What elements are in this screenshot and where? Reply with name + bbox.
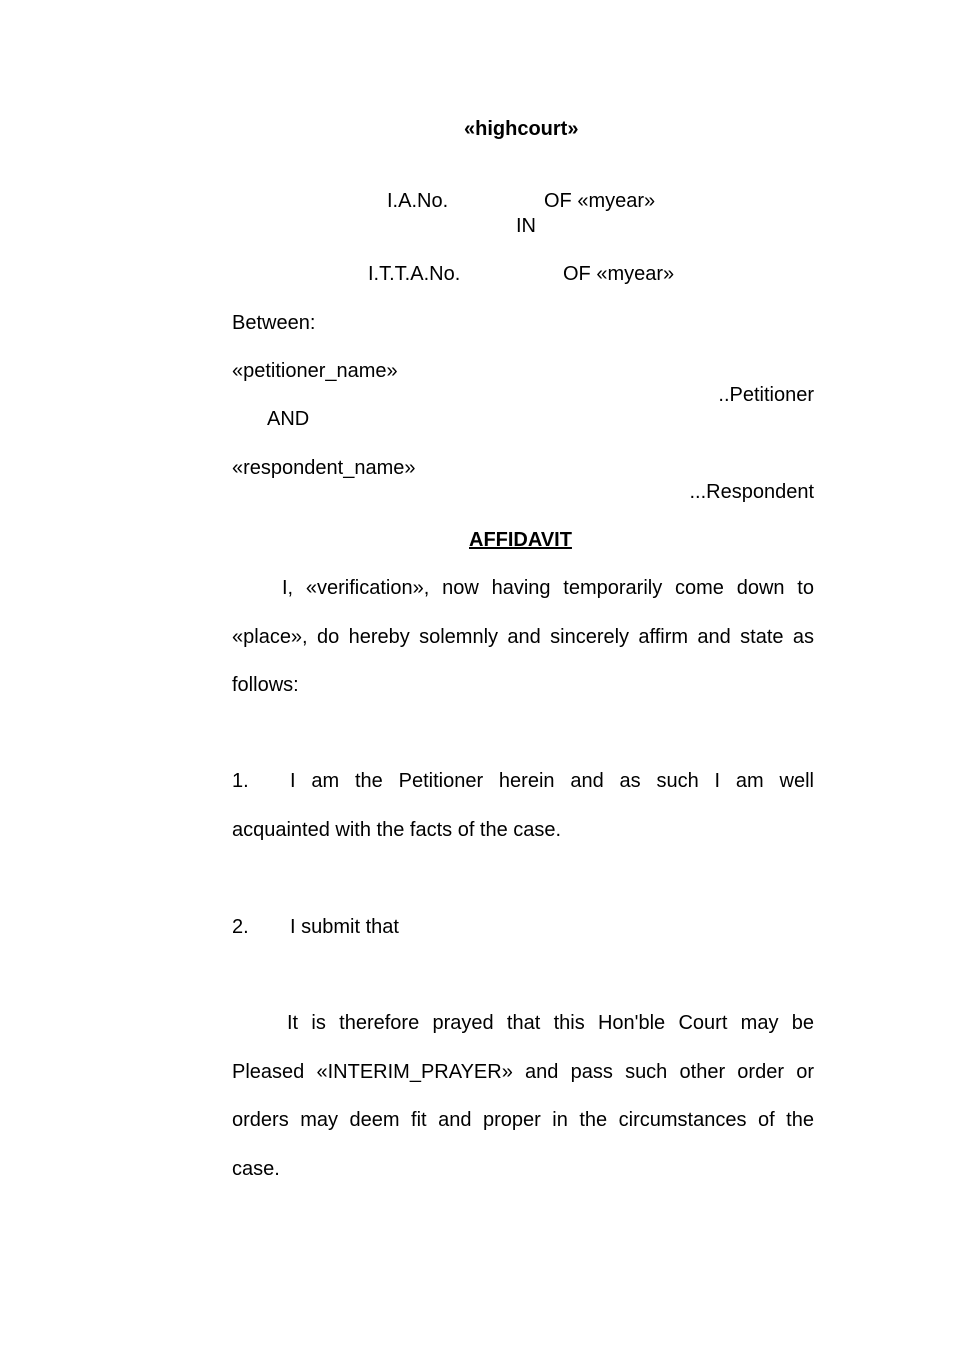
and-label: AND bbox=[267, 408, 310, 430]
item-number: 1. bbox=[232, 770, 249, 792]
item-1-word: am bbox=[735, 770, 764, 792]
ia-year: OF «myear» bbox=[544, 190, 656, 212]
petitioner-role: ..Petitioner bbox=[718, 384, 814, 406]
ia-number-label: I.A.No. bbox=[387, 190, 449, 212]
intro-line: «place», do hereby solemnly and sincerely affirm and state as bbox=[232, 625, 814, 648]
item-1-word: well bbox=[779, 770, 814, 792]
prayer-line: case. bbox=[232, 1157, 280, 1180]
prayer-line: Pleased «INTERIM_PRAYER» and pass such other order or bbox=[232, 1060, 814, 1083]
between-label: Between: bbox=[232, 312, 316, 334]
in-label: IN bbox=[516, 215, 536, 237]
item-2-line bbox=[232, 903, 814, 952]
item-1-word: as bbox=[619, 770, 641, 792]
prayer-line: It is therefore prayed that this Hon'ble Court may be bbox=[287, 1012, 814, 1034]
numbered-item-2 bbox=[232, 903, 814, 952]
itta-number-label: I.T.T.A.No. bbox=[368, 263, 461, 285]
respondent-role: ...Respondent bbox=[689, 481, 814, 503]
item-1-word: and bbox=[570, 770, 604, 792]
item-1-word: such bbox=[656, 770, 699, 792]
item-number: 2. bbox=[232, 916, 249, 938]
court-heading: «highcourt» bbox=[464, 118, 579, 140]
item-1-text bbox=[290, 757, 814, 806]
numbered-item-1 bbox=[232, 757, 814, 854]
intro-line: follows: bbox=[232, 674, 299, 696]
item-1-word: Petitioner bbox=[398, 770, 484, 792]
item-1-first-line bbox=[232, 757, 814, 806]
item-1-word: herein bbox=[498, 770, 555, 792]
item-1-word: the bbox=[354, 770, 383, 792]
item-2-text: I submit that bbox=[290, 916, 399, 938]
intro-line: I, «verification», now having temporarily come down to bbox=[282, 577, 814, 599]
prayer-line: orders may deem fit and proper in the circumstances of the bbox=[232, 1109, 814, 1131]
prayer-paragraph bbox=[232, 999, 814, 1193]
item-1-word: am bbox=[311, 770, 340, 792]
respondent-name: «respondent_name» bbox=[232, 457, 416, 479]
item-1-continuation: acquainted with the facts of the case. bbox=[232, 818, 562, 841]
item-1-word: I bbox=[290, 770, 296, 792]
itta-year: OF «myear» bbox=[563, 263, 675, 285]
intro-paragraph bbox=[232, 564, 814, 710]
item-1-word: I bbox=[714, 770, 721, 792]
petitioner-name: «petitioner_name» bbox=[232, 360, 398, 382]
affidavit-title: AFFIDAVIT bbox=[469, 529, 572, 551]
